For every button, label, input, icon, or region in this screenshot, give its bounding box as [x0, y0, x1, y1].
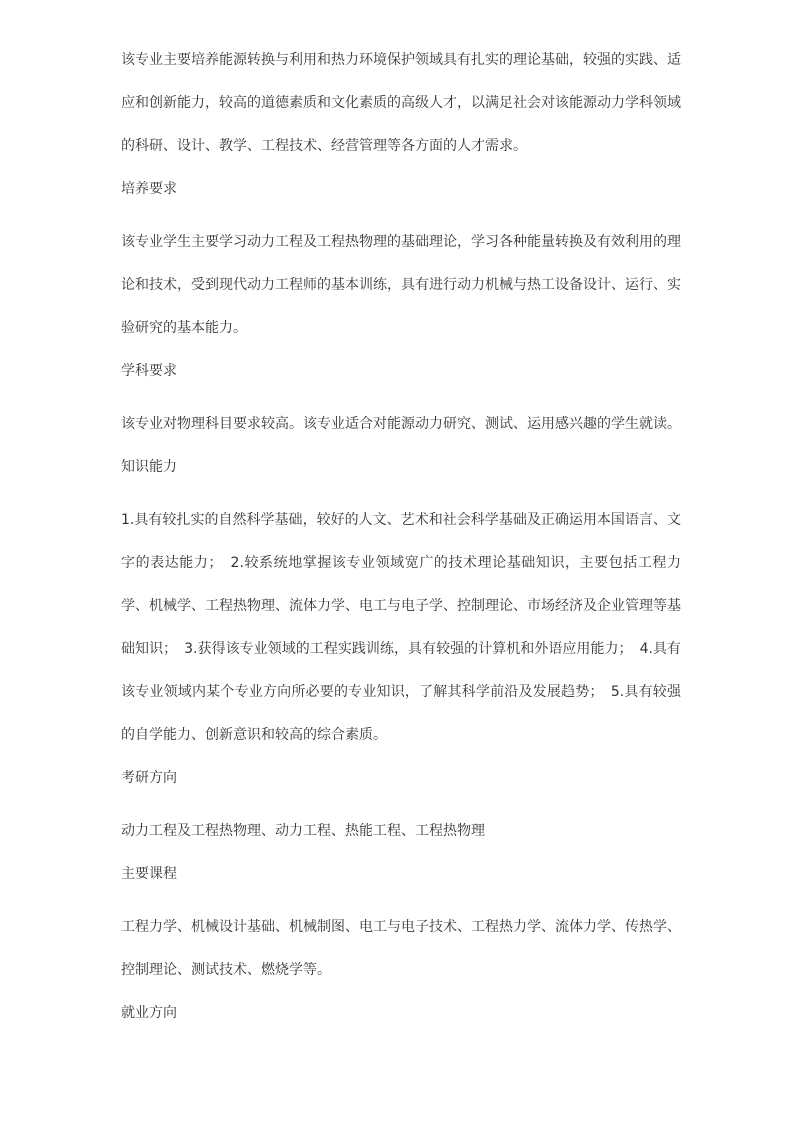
section-body-knowledge-ability: 1.具有较扎实的自然科学基础，较好的人文、艺术和社会科学基础及正确运用本国语言、文字的表达能力； 2.较系统地掌握该专业领域宽广的技术理论基础知识，主要包括工程力学、机械学、工程热物理、流体力学、电工与电子学、控制理论、市场经济及企业管理等基础知识； 3.获得该专业领域的工程实践训练，具有较强的计算机和外语应用能力； 4.具有该专业领域内某个专业方向所必要的专业知识，了解其科学前沿及发展趋势； 5.具有较强的自学能力、创新意识和较高的综合素质。 [121, 512, 681, 743]
section-body-main-courses: 工程力学、机械设计基础、机械制图、电工与电子技术、工程热力学、流体力学、传热学、控制理论、测试技术、燃烧学等。 [121, 919, 681, 978]
section-heading-main-courses: 主要课程 [121, 866, 177, 882]
intro-paragraph: 该专业主要培养能源转换与利用和热力环境保护领域具有扎实的理论基础，较强的实践、适应和创新能力，较高的道德素质和文化素质的高级人才，以满足社会对该能源动力学科领域的科研、设计、教学、工程技术、经营管理等各方面的人才需求。 [121, 52, 681, 154]
section-heading-knowledge-ability: 知识能力 [121, 459, 177, 475]
section-body-training-requirements: 该专业学生主要学习动力工程及工程热物理的基础理论，学习各种能量转换及有效利用的理论和技术，受到现代动力工程师的基本训练，具有进行动力机械与热工设备设计、运行、实验研究的基本能力。 [121, 234, 681, 336]
section-body-graduate-directions: 动力工程及工程热物理、动力工程、热能工程、工程热物理 [121, 823, 485, 839]
document-page [121, 0, 681, 1035]
section-heading-employment-directions: 就业方向 [121, 1005, 177, 1021]
section-body-subject-requirements: 该专业对物理科目要求较高。该专业适合对能源动力研究、测试、运用感兴趣的学生就读。 [121, 416, 681, 432]
section-heading-subject-requirements: 学科要求 [121, 363, 177, 379]
section-heading-graduate-directions: 考研方向 [121, 770, 177, 786]
section-heading-training-requirements: 培养要求 [121, 181, 177, 197]
